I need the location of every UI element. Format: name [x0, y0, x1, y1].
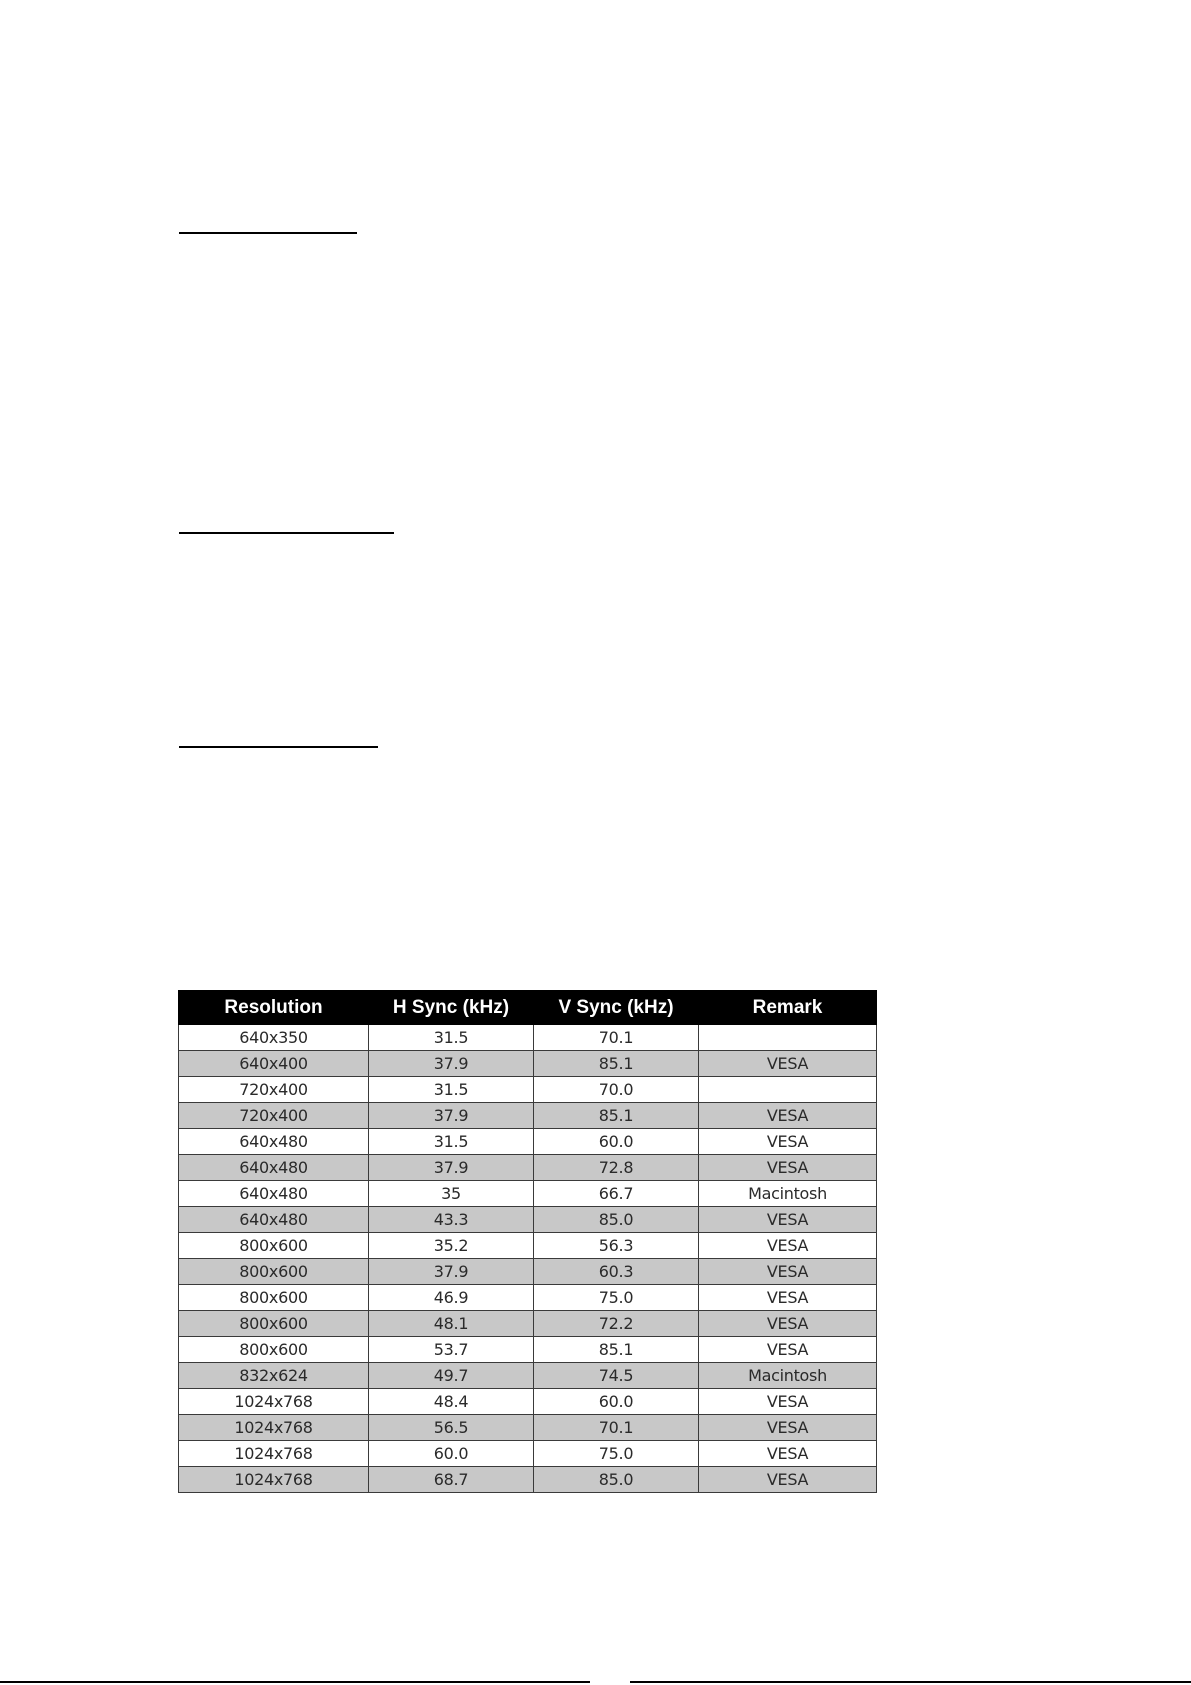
cell-h-sync: 53.7 — [369, 1337, 534, 1363]
cell-remark: VESA — [699, 1337, 877, 1363]
cell-remark: VESA — [699, 1415, 877, 1441]
section-heading-underline — [179, 746, 378, 748]
section-heading-underline — [179, 232, 357, 234]
cell-remark: VESA — [699, 1207, 877, 1233]
section-heading-underline — [179, 532, 394, 534]
cell-v-sync: 75.0 — [534, 1285, 699, 1311]
table-row — [179, 1311, 877, 1337]
table-row — [179, 1181, 877, 1207]
cell-h-sync: 56.5 — [369, 1415, 534, 1441]
cell-v-sync: 70.1 — [534, 1025, 699, 1051]
cell-v-sync: 85.1 — [534, 1337, 699, 1363]
column-header-v-sync: V Sync (kHz) — [534, 991, 699, 1025]
cell-resolution: 720x400 — [179, 1077, 369, 1103]
cell-resolution: 640x350 — [179, 1025, 369, 1051]
page-number-mark — [590, 1675, 630, 1683]
cell-remark: VESA — [699, 1311, 877, 1337]
cell-resolution: 1024x768 — [179, 1467, 369, 1493]
cell-h-sync: 49.7 — [369, 1363, 534, 1389]
table-row — [179, 1389, 877, 1415]
cell-remark: Macintosh — [699, 1363, 877, 1389]
table-header-row — [179, 991, 877, 1025]
column-header-resolution: Resolution — [179, 991, 369, 1025]
cell-h-sync: 48.4 — [369, 1389, 534, 1415]
table-row — [179, 1337, 877, 1363]
table-body — [179, 1025, 877, 1493]
table-row — [179, 1415, 877, 1441]
cell-resolution: 800x600 — [179, 1259, 369, 1285]
cell-resolution: 720x400 — [179, 1103, 369, 1129]
cell-remark: VESA — [699, 1051, 877, 1077]
table-row — [179, 1467, 877, 1493]
cell-v-sync: 85.0 — [534, 1207, 699, 1233]
cell-remark: VESA — [699, 1389, 877, 1415]
cell-remark: VESA — [699, 1103, 877, 1129]
cell-resolution: 1024x768 — [179, 1415, 369, 1441]
cell-h-sync: 46.9 — [369, 1285, 534, 1311]
cell-h-sync: 31.5 — [369, 1077, 534, 1103]
cell-h-sync: 31.5 — [369, 1129, 534, 1155]
cell-h-sync: 60.0 — [369, 1441, 534, 1467]
cell-v-sync: 70.1 — [534, 1415, 699, 1441]
cell-resolution: 832x624 — [179, 1363, 369, 1389]
table-row — [179, 1103, 877, 1129]
table-row — [179, 1025, 877, 1051]
cell-remark: VESA — [699, 1441, 877, 1467]
table-row — [179, 1441, 877, 1467]
cell-remark: VESA — [699, 1285, 877, 1311]
table-row — [179, 1233, 877, 1259]
table-row — [179, 1077, 877, 1103]
cell-h-sync: 35 — [369, 1181, 534, 1207]
cell-remark: VESA — [699, 1467, 877, 1493]
cell-h-sync: 48.1 — [369, 1311, 534, 1337]
cell-resolution: 640x400 — [179, 1051, 369, 1077]
cell-resolution: 800x600 — [179, 1311, 369, 1337]
cell-v-sync: 72.8 — [534, 1155, 699, 1181]
cell-h-sync: 68.7 — [369, 1467, 534, 1493]
display-timing-table — [178, 990, 877, 1493]
cell-h-sync: 43.3 — [369, 1207, 534, 1233]
cell-h-sync: 37.9 — [369, 1051, 534, 1077]
cell-h-sync: 37.9 — [369, 1259, 534, 1285]
table-row — [179, 1155, 877, 1181]
cell-remark: VESA — [699, 1129, 877, 1155]
cell-resolution: 640x480 — [179, 1129, 369, 1155]
cell-v-sync: 85.0 — [534, 1467, 699, 1493]
cell-v-sync: 56.3 — [534, 1233, 699, 1259]
cell-v-sync: 66.7 — [534, 1181, 699, 1207]
cell-remark: VESA — [699, 1233, 877, 1259]
cell-v-sync: 85.1 — [534, 1051, 699, 1077]
cell-resolution: 1024x768 — [179, 1441, 369, 1467]
cell-resolution: 1024x768 — [179, 1389, 369, 1415]
cell-resolution: 800x600 — [179, 1285, 369, 1311]
cell-h-sync: 37.9 — [369, 1155, 534, 1181]
cell-h-sync: 31.5 — [369, 1025, 534, 1051]
cell-h-sync: 35.2 — [369, 1233, 534, 1259]
table-row — [179, 1051, 877, 1077]
table-row — [179, 1129, 877, 1155]
table-row — [179, 1259, 877, 1285]
table-row — [179, 1285, 877, 1311]
cell-v-sync: 60.0 — [534, 1389, 699, 1415]
cell-resolution: 640x480 — [179, 1155, 369, 1181]
cell-resolution: 800x600 — [179, 1233, 369, 1259]
cell-v-sync: 74.5 — [534, 1363, 699, 1389]
cell-resolution: 800x600 — [179, 1337, 369, 1363]
cell-remark: VESA — [699, 1155, 877, 1181]
cell-h-sync: 37.9 — [369, 1103, 534, 1129]
cell-v-sync: 60.3 — [534, 1259, 699, 1285]
cell-v-sync: 70.0 — [534, 1077, 699, 1103]
cell-v-sync: 75.0 — [534, 1441, 699, 1467]
cell-remark — [699, 1077, 877, 1103]
table-row — [179, 1207, 877, 1233]
cell-v-sync: 60.0 — [534, 1129, 699, 1155]
cell-v-sync: 85.1 — [534, 1103, 699, 1129]
cell-remark: VESA — [699, 1259, 877, 1285]
column-header-h-sync: H Sync (kHz) — [369, 991, 534, 1025]
table-row — [179, 1363, 877, 1389]
cell-resolution: 640x480 — [179, 1207, 369, 1233]
cell-resolution: 640x480 — [179, 1181, 369, 1207]
cell-remark: Macintosh — [699, 1181, 877, 1207]
cell-remark — [699, 1025, 877, 1051]
column-header-remark: Remark — [699, 991, 877, 1025]
cell-v-sync: 72.2 — [534, 1311, 699, 1337]
